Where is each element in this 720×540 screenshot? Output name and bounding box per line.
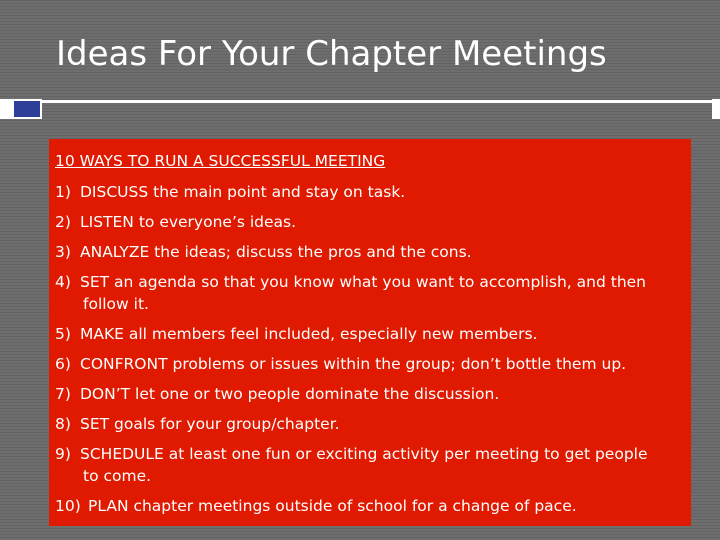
content-box bbox=[49, 139, 691, 526]
list-item-text: MAKE all members feel included, especially new members. bbox=[80, 325, 538, 343]
list-item-number: 6) bbox=[55, 355, 71, 373]
list-item bbox=[55, 241, 685, 263]
divider-right-block bbox=[712, 99, 720, 119]
list-item-text: DON’T let one or two people dominate the discussion. bbox=[80, 385, 500, 403]
list-item-text: ANALYZE the ideas; discuss the pros and the cons. bbox=[80, 243, 472, 261]
list-item bbox=[55, 443, 685, 487]
list-item-number: 8) bbox=[55, 415, 71, 433]
list-item-text: SET an agenda so that you know what you want to accomplish, and then follow it. bbox=[80, 273, 646, 313]
list-item-text: CONFRONT problems or issues within the group; don’t bottle them up. bbox=[80, 355, 627, 373]
list-item-number: 4) bbox=[55, 273, 71, 291]
list-item-text: DISCUSS the main point and stay on task. bbox=[80, 183, 406, 201]
list-item bbox=[55, 413, 685, 435]
list-item bbox=[55, 495, 685, 517]
list-item bbox=[55, 211, 685, 233]
list-item-number: 2) bbox=[55, 213, 71, 231]
slide-title: Ideas For Your Chapter Meetings bbox=[56, 34, 607, 74]
list-item-text: SET goals for your group/chapter. bbox=[80, 415, 340, 433]
list-item bbox=[55, 353, 685, 375]
divider-left-block bbox=[0, 99, 12, 119]
list-item-number: 1) bbox=[55, 183, 71, 201]
list-item bbox=[55, 323, 685, 345]
divider-line bbox=[42, 100, 712, 103]
list-item bbox=[55, 383, 685, 405]
list-item-text: PLAN chapter meetings outside of school for a change of pace. bbox=[88, 497, 577, 515]
list-item-number: 9) bbox=[55, 445, 71, 463]
list-item-number: 7) bbox=[55, 385, 71, 403]
list-item-number: 10) bbox=[55, 497, 81, 515]
list-item-number: 3) bbox=[55, 243, 71, 261]
list-item bbox=[55, 181, 685, 203]
list-item-number: 5) bbox=[55, 325, 71, 343]
list-item-text: SCHEDULE at least one fun or exciting activity per meeting to get people to come. bbox=[80, 445, 648, 485]
list-item bbox=[55, 271, 685, 315]
list-heading: 10 WAYS TO RUN A SUCCESSFUL MEETING bbox=[55, 152, 386, 170]
divider-accent-block bbox=[12, 99, 42, 119]
list-item-text: LISTEN to everyone’s ideas. bbox=[80, 213, 297, 231]
